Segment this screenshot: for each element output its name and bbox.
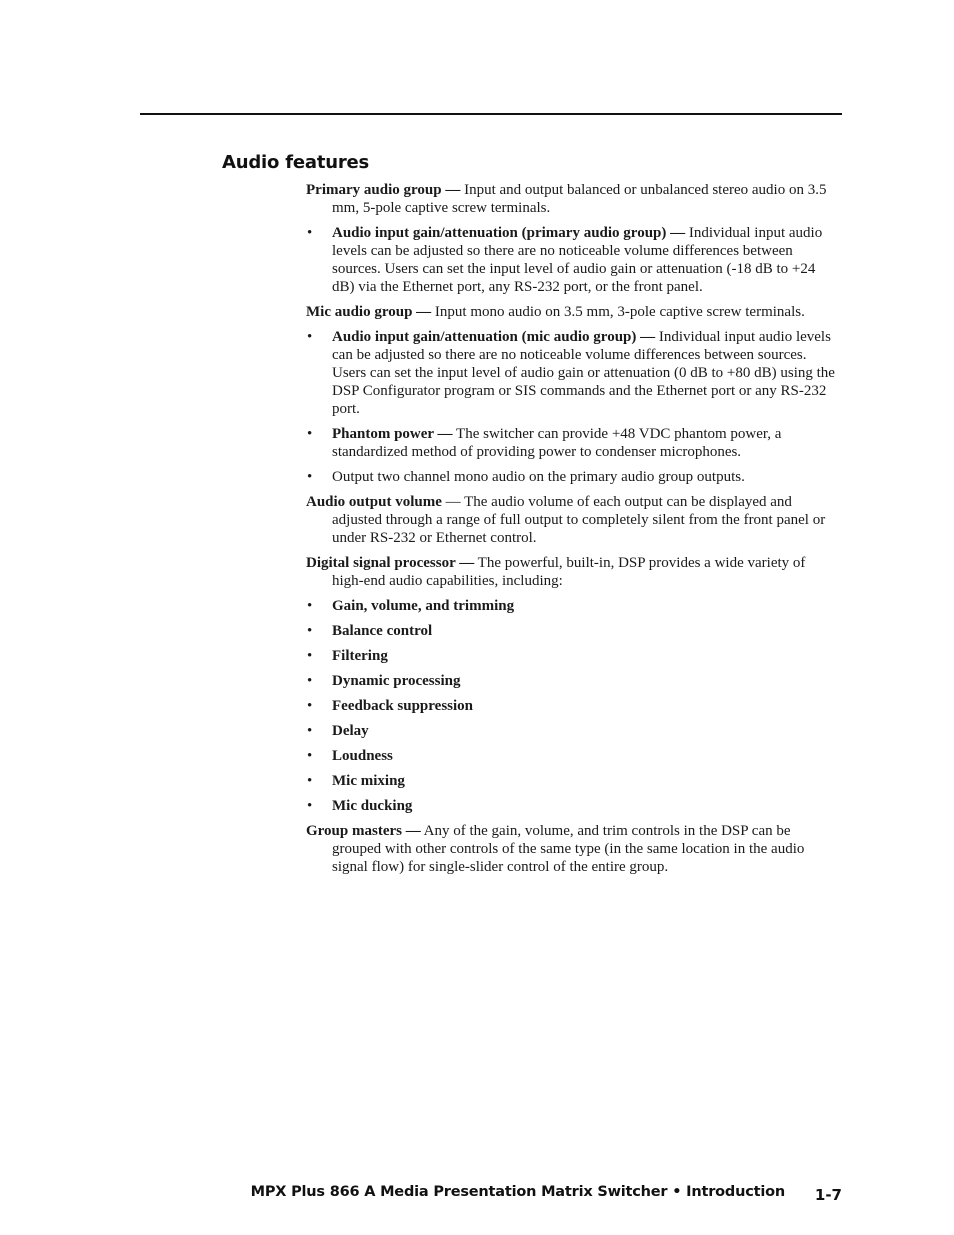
dsp-item	[306, 747, 840, 765]
dsp-item	[306, 797, 840, 815]
mic-gain-label: Audio input gain/attenuation (mic audio group) —	[332, 329, 656, 345]
group-masters-paragraph	[306, 822, 840, 876]
body-text	[306, 181, 840, 883]
dsp-item-label: Feedback suppression	[332, 698, 474, 714]
primary-gain-bullet	[306, 224, 840, 296]
header-rule	[140, 113, 842, 115]
phantom-power-text: The switcher can provide +48 VDC phantom power, a standardized method of providing power to condenser microphones.	[332, 426, 782, 460]
bullet-icon: •	[307, 773, 313, 789]
bullet-icon: •	[307, 698, 313, 714]
primary-audio-text: Input and output balanced or unbalanced stereo audio on 3.5 mm, 5-pole captive screw terminals.	[332, 182, 827, 216]
bullet-icon: •	[307, 648, 313, 664]
group-masters-label: Group masters —	[306, 823, 421, 839]
section-heading: Audio features	[222, 152, 370, 173]
primary-audio-paragraph	[306, 181, 840, 217]
bullet-icon: •	[307, 748, 313, 764]
dsp-item-label: Balance control	[332, 623, 433, 639]
output-volume-text: — The audio volume of each output can be displayed and adjusted through a range of full output to completely silent from the front panel or under RS-232 or Ethernet control.	[332, 494, 826, 546]
dsp-item	[306, 697, 840, 715]
dsp-item	[306, 622, 840, 640]
mic-gain-bullet	[306, 328, 840, 418]
page-footer	[140, 1184, 842, 1204]
dsp-item-label: Mic mixing	[332, 773, 405, 789]
dsp-paragraph	[306, 554, 840, 590]
dsp-item	[306, 647, 840, 665]
primary-audio-label: Primary audio group —	[306, 182, 461, 198]
footer-title: MPX Plus 866 A Media Presentation Matrix Switcher • Introduction	[250, 1184, 785, 1200]
dsp-item-label: Dynamic processing	[332, 673, 461, 689]
dsp-text: The powerful, built-in, DSP provides a wide variety of high-end audio capabilities, including:	[332, 555, 806, 589]
mic-audio-text: Input mono audio on 3.5 mm, 3-pole captive screw terminals.	[431, 304, 805, 320]
dsp-item-label: Filtering	[332, 648, 388, 664]
mic-audio-label: Mic audio group —	[306, 304, 432, 320]
bullet-icon: •	[307, 598, 313, 614]
dsp-item-label: Delay	[332, 723, 369, 739]
dsp-item	[306, 772, 840, 790]
dsp-item	[306, 722, 840, 740]
dsp-item-label: Loudness	[332, 748, 393, 764]
bullet-icon: •	[307, 329, 313, 345]
page-number: 1-7	[814, 1186, 842, 1204]
mic-audio-paragraph	[306, 303, 840, 321]
bullet-icon: •	[307, 673, 313, 689]
bullet-icon: •	[307, 623, 313, 639]
mono-output-text: Output two channel mono audio on the primary audio group outputs.	[332, 469, 745, 485]
dsp-item	[306, 672, 840, 690]
bullet-icon: •	[307, 426, 313, 442]
phantom-power-label: Phantom power —	[332, 426, 453, 442]
bullet-icon: •	[307, 225, 313, 241]
bullet-icon: •	[307, 469, 313, 485]
primary-gain-text: Individual input audio levels can be adjusted so there are no noticeable volume differences between sources. Users can set the input level of audio gain or attenuation (-18 dB to +24 dB) via the Ethernet port, any RS-232 port, or the front panel.	[332, 225, 823, 295]
output-volume-label: Audio output volume	[306, 494, 442, 510]
phantom-power-bullet	[306, 425, 840, 461]
dsp-item-label: Gain, volume, and trimming	[332, 598, 515, 614]
dsp-label: Digital signal processor —	[306, 555, 475, 571]
primary-gain-label: Audio input gain/attenuation (primary audio group) —	[332, 225, 686, 241]
mono-output-bullet	[306, 468, 840, 486]
group-masters-text: Any of the gain, volume, and trim controls in the DSP can be grouped with other controls of the same type (in the same location in the audio signal flow) for single-slider control of the entire group.	[332, 823, 805, 875]
dsp-item	[306, 597, 840, 615]
dsp-item-label: Mic ducking	[332, 798, 413, 814]
bullet-icon: •	[307, 723, 313, 739]
bullet-icon: •	[307, 798, 313, 814]
output-volume-paragraph	[306, 493, 840, 547]
mic-gain-text: Individual input audio levels can be adjusted so there are no noticeable volume differences between sources. Users can set the input level of audio gain or attenuation (0 dB to +80 dB) using the DSP Configurator program or SIS commands and the Ethernet port or any RS-232 port.	[332, 329, 835, 417]
